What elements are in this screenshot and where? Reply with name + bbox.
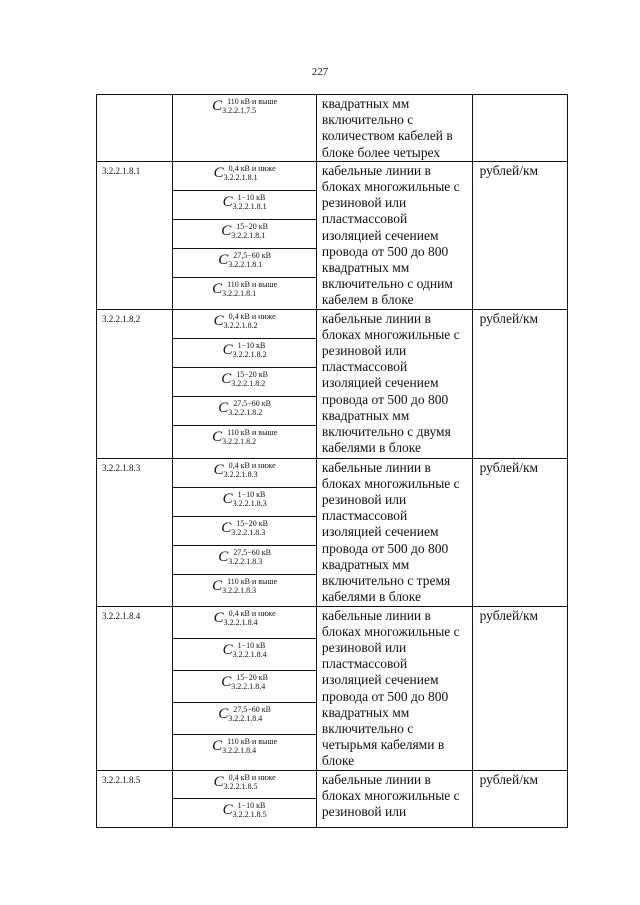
symbols-cell <box>173 606 317 770</box>
page-number: 227 <box>311 66 329 78</box>
description-line: изоляцией сечением <box>321 524 439 540</box>
description-cell <box>316 161 472 309</box>
symbol-subscript: 3.2.2.1.8.1 <box>231 230 266 240</box>
symbol-cell <box>173 488 316 517</box>
symbol <box>223 801 267 819</box>
description-line: квадратных мм <box>321 556 410 572</box>
unit-cell <box>472 161 567 309</box>
description-line: кабельные линии в <box>321 771 431 787</box>
symbol <box>218 548 271 566</box>
symbol-superscript: 0,4 кВ и ниже <box>228 772 276 782</box>
description-line: кабельные линии в <box>321 459 431 475</box>
symbol-letter: С <box>218 548 229 565</box>
symbol-superscript: 0,4 кВ и ниже <box>228 460 276 470</box>
row-code: 3.2.2.1.8.3 <box>102 462 141 473</box>
description-line: резиновой или <box>321 804 407 820</box>
description-line: провода от 500 до 800 <box>321 540 449 556</box>
unit-cell <box>472 309 567 458</box>
symbol-letter: С <box>222 801 233 818</box>
description-line: изоляцией сечением <box>321 672 439 688</box>
symbol-superscript: 27,5−60 кВ <box>233 704 271 714</box>
symbol-subscript: 3.2.2.1.8.4 <box>222 745 257 755</box>
symbol-subscript: 3.2.2.1.8.4 <box>228 713 263 723</box>
symbols-cell <box>173 309 317 458</box>
code-cell <box>97 309 173 458</box>
description-line: кабельные линии в <box>321 162 431 178</box>
description-line: пластмассовой <box>321 656 408 672</box>
symbol-subscript: 3.2.2.1.8.5 <box>223 781 258 791</box>
symbol-subscript: 3.2.2.1.8.3 <box>228 556 263 566</box>
symbol-letter: С <box>218 251 229 268</box>
symbol-cell <box>173 368 316 397</box>
symbol-superscript: 1−10 кВ <box>237 800 266 810</box>
description-line: кабелем в блоке <box>321 292 414 308</box>
symbol-cell <box>173 703 316 735</box>
symbol-superscript: 110 кВ и выше <box>227 576 278 586</box>
description-line: блоках многожильные с <box>321 475 460 491</box>
unit-label: рублей/км <box>479 607 539 623</box>
description-line: кабельные линии в <box>321 607 431 623</box>
symbol <box>221 370 268 388</box>
symbol-subscript: 3.2.2.1.7.5 <box>222 106 257 115</box>
symbol-superscript: 110 кВ и выше <box>227 736 278 746</box>
unit-cell <box>472 95 567 162</box>
symbol-superscript: 0,4 кВ и ниже <box>228 311 276 321</box>
description-line: пластмассовой <box>321 508 408 524</box>
description-line: количеством кабелей в <box>321 128 453 144</box>
symbol-cell <box>173 249 316 278</box>
symbol <box>212 737 277 755</box>
description-line: включительно с тремя <box>321 573 451 589</box>
symbol-superscript: 15−20 кВ <box>236 369 268 379</box>
symbol-superscript: 1−10 кВ <box>237 489 266 499</box>
symbol-letter: С <box>222 193 233 210</box>
symbol-cell <box>173 278 316 308</box>
description-line: пластмассовой <box>321 359 408 375</box>
symbol-subscript: 3.2.2.1.8.1 <box>228 259 263 269</box>
symbol <box>212 577 277 595</box>
table-row <box>97 309 568 458</box>
description-line: квадратных мм <box>321 96 410 111</box>
description-line: квадратных мм <box>321 260 410 276</box>
unit-cell <box>472 770 567 827</box>
symbol-letter: С <box>212 98 223 114</box>
symbol-cell <box>173 339 316 368</box>
unit-label: рублей/км <box>479 310 539 326</box>
code-cell <box>97 458 173 606</box>
symbol-superscript: 15−20 кВ <box>236 672 268 682</box>
symbols-cell <box>173 770 317 827</box>
symbol-superscript: 110 кВ и выше <box>227 97 278 106</box>
symbol-superscript: 0,4 кВ и ниже <box>228 163 276 173</box>
table-row <box>97 458 568 606</box>
table-row <box>97 161 568 309</box>
symbol <box>223 341 267 359</box>
description-line: пластмассовой <box>321 211 408 227</box>
symbol-subscript: 3.2.2.1.8.2 <box>228 407 263 417</box>
symbol <box>214 609 276 627</box>
symbol <box>221 222 268 240</box>
row-code: 3.2.2.1.8.1 <box>102 165 141 176</box>
description-line: кабелями в блоке <box>321 589 422 605</box>
row-code: 3.2.2.1.8.4 <box>102 610 141 621</box>
description-line: изоляцией сечением <box>321 227 439 243</box>
symbol-subscript: 3.2.2.1.8.2 <box>231 378 266 388</box>
symbol-subscript: 3.2.2.1.8.1 <box>223 172 258 182</box>
symbol-cell <box>173 517 316 546</box>
symbol-cell <box>173 397 316 426</box>
symbol <box>212 280 277 298</box>
symbols-cell <box>173 458 317 606</box>
symbol <box>223 193 267 211</box>
symbol-cell <box>173 310 316 339</box>
symbol <box>223 641 267 659</box>
symbol-superscript: 1−10 кВ <box>237 340 266 350</box>
symbol-cell <box>173 95 316 160</box>
symbol-letter: С <box>212 428 223 445</box>
symbol-subscript: 3.2.2.1.8.2 <box>222 436 257 446</box>
table-body <box>97 95 568 828</box>
symbol <box>214 773 276 791</box>
description-line: кабельные линии в <box>321 310 431 326</box>
symbol-cell <box>173 735 316 767</box>
description-line: блоке более четырех <box>321 144 441 160</box>
symbol-superscript: 27,5−60 кВ <box>233 547 271 557</box>
symbol-superscript: 27,5−60 кВ <box>233 398 271 408</box>
symbol-letter: С <box>222 641 233 658</box>
unit-cell <box>472 606 567 770</box>
symbol-letter: С <box>212 737 223 754</box>
symbol-superscript: 110 кВ и выше <box>227 427 278 437</box>
description-line: резиновой или <box>321 343 407 359</box>
code-cell <box>97 606 173 770</box>
symbol <box>214 461 276 479</box>
symbol-subscript: 3.2.2.1.8.1 <box>232 201 267 211</box>
row-code: 3.2.2.1.8.5 <box>102 774 141 785</box>
symbol-letter: С <box>213 461 224 478</box>
symbol <box>212 428 277 446</box>
description-line: резиновой или <box>321 195 407 211</box>
symbol-subscript: 3.2.2.1.8.1 <box>222 288 257 298</box>
tariff-table <box>96 94 568 828</box>
symbol-subscript: 3.2.2.1.8.2 <box>232 349 267 359</box>
symbol-cell <box>173 191 316 220</box>
symbol-superscript: 15−20 кВ <box>236 518 268 528</box>
description-line: провода от 500 до 800 <box>321 391 449 407</box>
symbol-subscript: 3.2.2.1.8.5 <box>232 809 267 819</box>
description-line: блоках многожильные с <box>321 623 460 639</box>
unit-label: рублей/км <box>479 459 539 475</box>
symbol-cell <box>173 459 316 488</box>
row-code: 3.2.2.1.8.2 <box>102 313 141 324</box>
symbol <box>212 97 277 115</box>
symbol-letter: С <box>212 577 223 594</box>
symbol-letter: С <box>213 312 224 329</box>
description-line: включительно с одним <box>321 276 453 292</box>
unit-cell <box>472 458 567 606</box>
description-cell <box>316 770 472 827</box>
description-line: четырьмя кабелями в <box>321 737 445 753</box>
symbol-subscript: 3.2.2.1.8.3 <box>232 498 267 508</box>
symbol-subscript: 3.2.2.1.8.4 <box>231 681 266 691</box>
unit-label: рублей/км <box>479 162 539 178</box>
symbol-cell <box>173 426 316 458</box>
description-cell <box>316 458 472 606</box>
symbol-superscript: 110 кВ и выше <box>227 279 278 289</box>
description-line: кабелями в блоке <box>321 440 422 456</box>
symbol-letter: С <box>218 399 229 416</box>
symbol-letter: С <box>221 222 232 239</box>
symbol-letter: С <box>212 280 223 297</box>
table-row <box>97 95 568 162</box>
symbols-cell <box>173 161 317 309</box>
symbol-superscript: 1−10 кВ <box>237 192 266 202</box>
symbol-cell <box>173 671 316 703</box>
symbol-subscript: 3.2.2.1.8.4 <box>232 649 267 659</box>
description-cell <box>316 95 472 162</box>
description-line: включительно с <box>321 721 414 737</box>
description-cell <box>316 606 472 770</box>
description-line: включительно с <box>321 112 414 128</box>
description-line: провода от 500 до 800 <box>321 243 449 259</box>
table-row <box>97 770 568 827</box>
symbol-cell <box>173 771 316 799</box>
symbol-superscript: 0,4 кВ и ниже <box>228 608 276 618</box>
symbol-subscript: 3.2.2.1.8.3 <box>223 469 258 479</box>
code-cell <box>97 161 173 309</box>
symbol <box>218 399 271 417</box>
symbol <box>218 251 271 269</box>
description-cell <box>316 309 472 458</box>
description-line: включительно с двумя <box>321 424 451 440</box>
symbol-letter: С <box>221 673 232 690</box>
symbol-letter: С <box>221 519 232 536</box>
symbol-cell <box>173 220 316 249</box>
unit-label: рублей/км <box>479 771 539 787</box>
code-cell <box>97 95 173 162</box>
symbol <box>218 705 271 723</box>
symbol-subscript: 3.2.2.1.8.4 <box>223 617 258 627</box>
symbol-cell <box>173 546 316 575</box>
description-line: резиновой или <box>321 640 407 656</box>
symbol-letter: С <box>222 490 233 507</box>
symbol <box>221 519 268 537</box>
table-row <box>97 606 568 770</box>
symbol-letter: С <box>222 341 233 358</box>
description-line: квадратных мм <box>321 407 410 423</box>
description-line: блоке <box>321 753 355 769</box>
symbol-cell <box>173 162 316 191</box>
symbol-cell <box>173 575 316 606</box>
symbol-cell <box>173 799 316 827</box>
description-line: блоках многожильные с <box>321 179 460 195</box>
symbol-cell <box>173 639 316 671</box>
description-line: резиновой или <box>321 492 407 508</box>
description-line: блоках многожильные с <box>321 326 460 342</box>
symbol <box>221 673 268 691</box>
description-line: блоках многожильные с <box>321 787 460 803</box>
symbols-cell <box>173 95 317 162</box>
symbol-subscript: 3.2.2.1.8.3 <box>231 527 266 537</box>
symbol-letter: С <box>213 609 224 626</box>
symbol-subscript: 3.2.2.1.8.2 <box>223 320 258 330</box>
symbol <box>214 164 276 182</box>
symbol-cell <box>173 607 316 639</box>
description-line: квадратных мм <box>321 704 410 720</box>
symbol-letter: С <box>213 164 224 181</box>
symbol-letter: С <box>221 370 232 387</box>
symbol-subscript: 3.2.2.1.8.3 <box>222 585 257 595</box>
symbol <box>214 312 276 330</box>
description-line: изоляцией сечением <box>321 375 439 391</box>
symbol-letter: С <box>218 705 229 722</box>
symbol-superscript: 1−10 кВ <box>237 640 266 650</box>
description-line: провода от 500 до 800 <box>321 688 449 704</box>
symbol-superscript: 15−20 кВ <box>236 221 268 231</box>
symbol-letter: С <box>213 773 224 790</box>
symbol <box>223 490 267 508</box>
symbol-superscript: 27,5−60 кВ <box>233 250 271 260</box>
code-cell <box>97 770 173 827</box>
